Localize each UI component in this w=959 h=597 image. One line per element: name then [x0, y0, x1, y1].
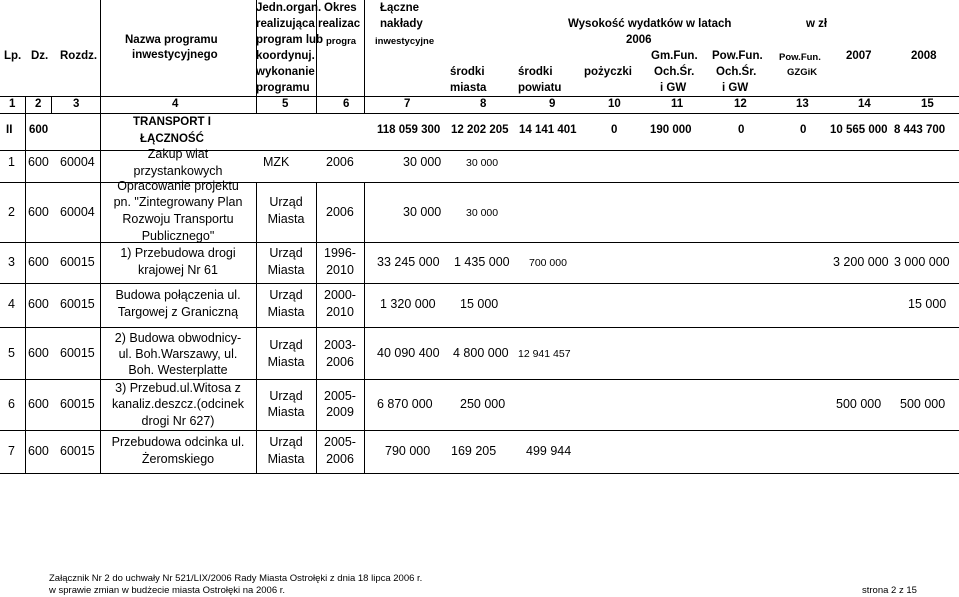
row-dz: 600 — [28, 346, 49, 360]
column-number: 6 — [343, 98, 350, 110]
header-okres: realizac — [318, 18, 361, 30]
row-name: Boh. Westerplatte — [128, 363, 228, 377]
column-number: 8 — [480, 98, 487, 110]
column-number: 11 — [671, 98, 684, 110]
row-name: przystankowych — [133, 164, 223, 178]
row-name: Publicznego" — [141, 229, 215, 243]
row-okres: 2010 — [326, 263, 354, 277]
column-rule — [364, 0, 365, 113]
row-laczne: 40 090 400 — [377, 346, 440, 360]
row-srodki-miasta: 30 000 — [466, 157, 499, 169]
header-srodki-miasta: miasta — [450, 82, 487, 94]
row-okres: 2000- — [324, 288, 356, 302]
header-laczne: nakłady — [380, 18, 423, 30]
column-number: 5 — [282, 98, 289, 110]
row-laczne: 6 870 000 — [377, 397, 433, 411]
column-number: 9 — [549, 98, 556, 110]
footer-attachment-line: Załącznik Nr 2 do uchwały Nr 521/LIX/2006 Rady Miasta Ostrołęki z dnia 18 lipca 2006 r. — [49, 573, 423, 584]
row-rozdz: 60015 — [60, 297, 95, 311]
row-dz: 600 — [28, 205, 49, 219]
row-lp: 5 — [8, 346, 15, 360]
column-rule — [316, 0, 317, 113]
header-nazwa: inwestycyjnego — [132, 49, 218, 61]
row-2007: 3 200 000 — [833, 255, 889, 269]
section-pow: 0 — [738, 124, 745, 136]
column-number: 13 — [796, 98, 809, 110]
row-laczne: 790 000 — [385, 444, 431, 458]
section-name: TRANSPORT I — [133, 116, 211, 128]
header-lp: Lp. — [4, 50, 22, 62]
header-wzl: w zł — [806, 18, 828, 30]
column-rule — [316, 182, 317, 473]
row-rozdz: 60015 — [60, 444, 95, 458]
row-name: Targowej z Graniczną — [117, 305, 239, 319]
row-okres: 2010 — [326, 305, 354, 319]
page-number: strona 2 z 15 — [862, 585, 917, 596]
row-okres: 2009 — [326, 405, 354, 419]
row-name: Budowa połączenia ul. — [115, 288, 241, 302]
section-name: ŁĄCZNOŚĆ — [140, 133, 204, 145]
row-okres: 2006 — [326, 452, 354, 466]
header-pozyczki: pożyczki — [584, 66, 632, 78]
row-name: ul. Boh.Warszawy, ul. — [118, 347, 238, 361]
row-okres: 2006 — [326, 155, 354, 169]
column-rule — [364, 182, 365, 473]
header-jedn: program lub — [256, 34, 324, 46]
row-laczne: 30 000 — [403, 155, 442, 169]
row-name: kanaliz.deszcz.(odcinek — [111, 397, 244, 411]
row-2008: 15 000 — [908, 297, 947, 311]
column-number: 12 — [734, 98, 747, 110]
header-nazwa: Nazwa programu — [125, 34, 218, 46]
row-jedn: MZK — [263, 155, 290, 169]
row-rule — [0, 430, 959, 431]
row-name: Zakup wiat — [147, 147, 209, 161]
row-2007: 500 000 — [836, 397, 882, 411]
row-laczne: 33 245 000 — [377, 255, 440, 269]
row-name: pn. "Zintegrowany Plan — [113, 195, 243, 209]
row-2008: 3 000 000 — [894, 255, 950, 269]
header-dz: Dz. — [31, 50, 49, 62]
row-2008: 500 000 — [900, 397, 946, 411]
header-gzgik: GZGiK — [787, 67, 818, 78]
row-srodki-powiatu: 499 944 — [526, 444, 572, 458]
column-number: 14 — [858, 98, 871, 110]
row-rule — [0, 473, 959, 474]
row-rozdz: 60015 — [60, 346, 95, 360]
header-srodki-miasta: środki — [450, 66, 485, 78]
row-okres: 2006 — [326, 355, 354, 369]
row-srodki-miasta: 15 000 — [460, 297, 499, 311]
column-rule — [25, 96, 26, 473]
row-dz: 600 — [28, 397, 49, 411]
row-jedn: Miasta — [267, 263, 305, 277]
header-pow: i GW — [722, 82, 749, 94]
header-year-2006: 2006 — [626, 34, 652, 46]
row-rule — [0, 327, 959, 328]
row-jedn: Urząd — [269, 389, 303, 403]
header-jedn: realizująca — [256, 18, 315, 30]
row-srodki-miasta: 30 000 — [466, 207, 499, 219]
section-gzgik: 0 — [800, 124, 807, 136]
column-number: 3 — [73, 98, 80, 110]
header-srodki-powiatu: powiatu — [518, 82, 562, 94]
header-jedn: Jedn.organ. — [256, 2, 322, 14]
header-gm: Gm.Fun. — [651, 50, 698, 62]
row-lp: 4 — [8, 297, 15, 311]
header-srodki-powiatu: środki — [518, 66, 553, 78]
row-rule — [0, 283, 959, 284]
header-year-2007: 2007 — [846, 50, 872, 62]
column-number: 1 — [9, 98, 16, 110]
header-pow: Pow.Fun. — [712, 50, 763, 62]
row-lp: 1 — [8, 155, 15, 169]
row-name: drogi Nr 627) — [141, 414, 215, 428]
row-dz: 600 — [28, 297, 49, 311]
row-srodki-miasta: 250 000 — [460, 397, 506, 411]
column-number: 7 — [404, 98, 411, 110]
section-lp: II — [6, 124, 13, 136]
row-jedn: Urząd — [269, 435, 303, 449]
row-srodki-miasta: 1 435 000 — [454, 255, 510, 269]
row-jedn: Miasta — [267, 305, 305, 319]
row-okres: 2005- — [324, 435, 356, 449]
column-number: 10 — [608, 98, 621, 110]
row-lp: 6 — [8, 397, 15, 411]
row-dz: 600 — [28, 255, 49, 269]
header-gm: Och.Śr. — [654, 66, 695, 78]
header-wysokosc: Wysokość wydatków w latach — [568, 18, 732, 30]
row-okres: 2005- — [324, 389, 356, 403]
row-rozdz: 60004 — [60, 205, 95, 219]
row-jedn: Miasta — [267, 212, 305, 226]
row-jedn: Urząd — [269, 195, 303, 209]
row-lp: 3 — [8, 255, 15, 269]
header-gm: i GW — [660, 82, 687, 94]
row-jedn: Miasta — [267, 355, 305, 369]
row-laczne: 1 320 000 — [380, 297, 436, 311]
row-dz: 600 — [28, 444, 49, 458]
row-name: Przebudowa odcinka ul. — [111, 435, 245, 449]
section-dz: 600 — [29, 124, 49, 136]
row-lp: 2 — [8, 205, 15, 219]
header-laczne: Łączne — [380, 2, 419, 14]
header-gzgik: Pow.Fun. — [779, 52, 821, 63]
row-okres: 2003- — [324, 338, 356, 352]
column-rule — [51, 96, 52, 113]
row-rozdz: 60015 — [60, 397, 95, 411]
row-laczne: 30 000 — [403, 205, 442, 219]
row-srodki-powiatu: 700 000 — [529, 257, 567, 269]
row-rozdz: 60004 — [60, 155, 95, 169]
header-laczne: inwestycyjne — [375, 36, 435, 47]
header-year-2008: 2008 — [911, 50, 937, 62]
section-srodki-powiatu: 14 141 401 — [519, 124, 577, 136]
row-srodki-miasta: 4 800 000 — [453, 346, 509, 360]
row-jedn: Urząd — [269, 338, 303, 352]
row-name: krajowej Nr 61 — [138, 263, 218, 277]
row-dz: 600 — [28, 155, 49, 169]
row-name: 3) Przebud.ul.Witosa z — [115, 381, 241, 395]
header-jedn: programu — [256, 82, 310, 94]
section-gm: 190 000 — [650, 124, 692, 136]
row-rozdz: 60015 — [60, 255, 95, 269]
header-rozdz: Rozdz. — [60, 50, 98, 62]
row-name: 1) Przebudowa drogi — [120, 246, 236, 260]
row-okres: 1996- — [324, 246, 356, 260]
row-lp: 7 — [8, 444, 15, 458]
header-pow: Och.Śr. — [716, 66, 757, 78]
section-srodki-miasta: 12 202 205 — [451, 124, 509, 136]
section-2007: 10 565 000 — [830, 124, 888, 136]
row-okres: 2006 — [326, 205, 354, 219]
row-jedn: Miasta — [267, 405, 305, 419]
header-jedn: koordynuj. — [256, 50, 315, 62]
column-number: 4 — [172, 98, 179, 110]
column-number: 2 — [35, 98, 42, 110]
row-jedn: Miasta — [267, 452, 305, 466]
section-2008: 8 443 700 — [894, 124, 946, 136]
section-laczne: 118 059 300 — [377, 124, 441, 136]
row-srodki-miasta: 169 205 — [451, 444, 497, 458]
row-name: Żeromskiego — [141, 452, 215, 466]
header-okres: Okres — [324, 2, 357, 14]
row-name: 2) Budowa obwodnicy- — [114, 331, 242, 345]
row-jedn: Urząd — [269, 246, 303, 260]
row-name: Opracowanie projektu — [117, 179, 239, 193]
row-srodki-powiatu: 12 941 457 — [518, 348, 571, 360]
column-number: 15 — [921, 98, 934, 110]
row-jedn: Urząd — [269, 288, 303, 302]
header-jedn: wykonanie — [256, 66, 315, 78]
row-name: Rozwoju Transportu — [122, 212, 234, 226]
header-okres: progra — [326, 36, 357, 47]
footer-subject-line: w sprawie zmian w budżecie miasta Ostrołęki na 2006 r. — [49, 585, 286, 596]
section-pozyczki: 0 — [611, 124, 618, 136]
